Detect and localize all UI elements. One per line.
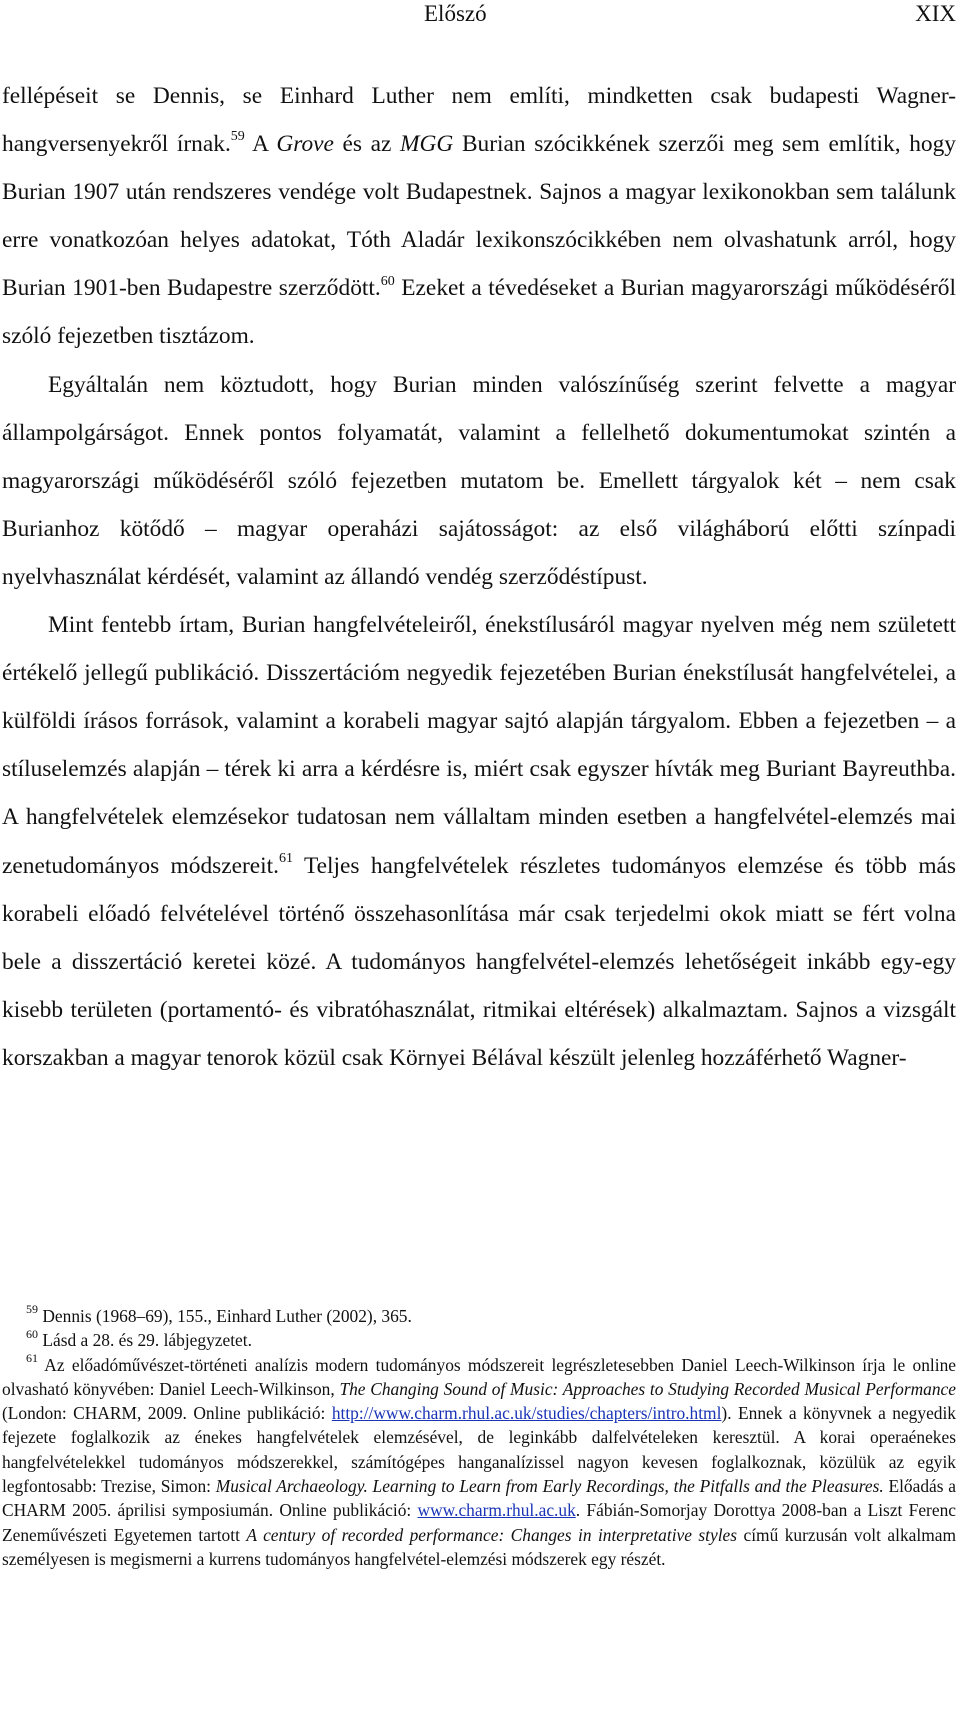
footnote-61: $^{61}$ Az előadóművészet-történeti analízis modern tudományos módszereit legrészletesebben Daniel Leech-Wilkinson írja le online olvasható könyvében: Daniel Leech-Wilkinson, The Changing Sound of Music: Approaches to Studying Recorded Musical Performance (London: CHARM, 2009. Online publikáció: http://www.charm.rhul.ac.uk/studies/chapters/intro.html). Ennek a könyvnek a negyedik fejezete foglalkozik az énekes hangfelvételek elemzésével, de leginkább dalfelvételeken keresztül. A korai operaénekes hangfelvételekkel tudományos módszerekkel, számítógépes hanganalízissel nagyon kevesen foglalkoznak, közülük az egyik legfontosabb: Trezise, Simon: Musical Archaeology. Learning to Learn from Early Recordings, the Pitfalls and the Pleasures. Előadás a CHARM 2005. áprilisi symposiumán. Online publikáció: www.charm.rhul.ac.uk. Fábián-Somorjay Dorottya 2008-ban a Liszt Ferenc Zeneművészeti Egyetemen tartott A century of recorded performance: Changes in interpretative styles című kurzusán volt alkalmam személyesen is megismerni a kurrens tudományos hangfelvétel-elemzési módszerek egy részét. [2, 1350, 957, 1569]
link-charm-intro[interactable]: http://www.charm.rhul.ac.uk/studies/chapters/intro.html [331, 1403, 722, 1424]
main-text [2, 72, 956, 1082]
running-header [0, 0, 960, 30]
footnote-ref-61[interactable]: 61 [279, 850, 294, 866]
title-grove: Grove [276, 131, 334, 158]
footnotes [2, 1304, 956, 1571]
footnote-60: $^{60}$ Lásd a 28. és 29. lábjegyzetet. [26, 1326, 252, 1351]
footnote-ref-59[interactable]: 59 [230, 129, 245, 145]
paragraph-3: Mint fentebb írtam, Burian hangfelvételeiről, énekstílusáról magyar nyelven még nem született értékelő jellegű publikáció. Disszertációm negyedik fejezetében Burian énekstílusát hangfelvételei, a külföldi írásos források, valamint a korabeli magyar sajtó alapján tárgyalom. Ebben a fejezetben – a stíluselemzés alapján – térek ki arra a kérdésre is, miért csak egyszer hívták meg Buriant Bayreuthba. A hangfelvételek elemzésekor tudatosan nem vállaltam minden esetben a hangfelvétel-elemzés mai zenetudományos módszereit.$^{61}$ Teljes hangfelvételek részletes tudományos elemzése és több más korabeli előadó felvételével történő összehasonlítása már csak terjedelmi okok miatt se fért volna bele a disszertáció keretei közé. A tudományos hangfelvétel-elemzés lehetőségeit inkább egy-egy kisebb területen (portamentó- és vibratóhasználat, ritmikai eltérések) alkalmaztam. Sajnos a vizsgált korszakban a magyar tenorok közül csak Környei Bélával készült jelenleg hozzáférhető Wagner- [2, 612, 956, 1071]
paragraph-1: fellépéseit se Dennis, se Einhard Luther nem említi, mindketten csak budapesti Wagner-hangversenyekről írnak.$^{59}$ A Grove és az MGG Burian szócikkének szerzői meg sem említik, hogy Burian 1907 után rendszeres vendége volt Budapestnek. Sajnos a magyar lexikonokban sem találunk erre vonatkozóan helyes adatokat, Tóth Aladár lexikonszócikkében nem olvashatunk arról, hogy Burian 1901-ben Budapestre szerződött.$^{60}$ Ezeket a tévedéseket a Burian magyarországi működéséről szóló fejezetben tisztázom. [2, 83, 956, 350]
footnote-59: $^{59}$ Dennis (1968–69), 155., Einhard Luther (2002), 365. [26, 1302, 412, 1326]
chapter-title: Előszó [424, 1, 487, 26]
page-number: XIX [915, 1, 956, 26]
title-mgg: MGG [400, 131, 454, 158]
footnote-ref-60[interactable]: 60 [380, 273, 395, 289]
paragraph-2: Egyáltalán nem köztudott, hogy Burian minden valószínűség szerint felvette a magyar állampolgárságot. Ennek pontos folyamatát, valamint a fellelhető dokumentumokat szintén a magyarországi működéséről szóló fejezetben mutatom be. Emellett tárgyalok két – nem csak Burianhoz kötődő – magyar operaházi sajátosságot: az első világháború előtti színpadi nyelvhasználat kérdését, valamint az állandó vendég szerződéstípust. [2, 371, 956, 590]
link-charm-home[interactable]: www.charm.rhul.ac.uk [417, 1500, 576, 1521]
